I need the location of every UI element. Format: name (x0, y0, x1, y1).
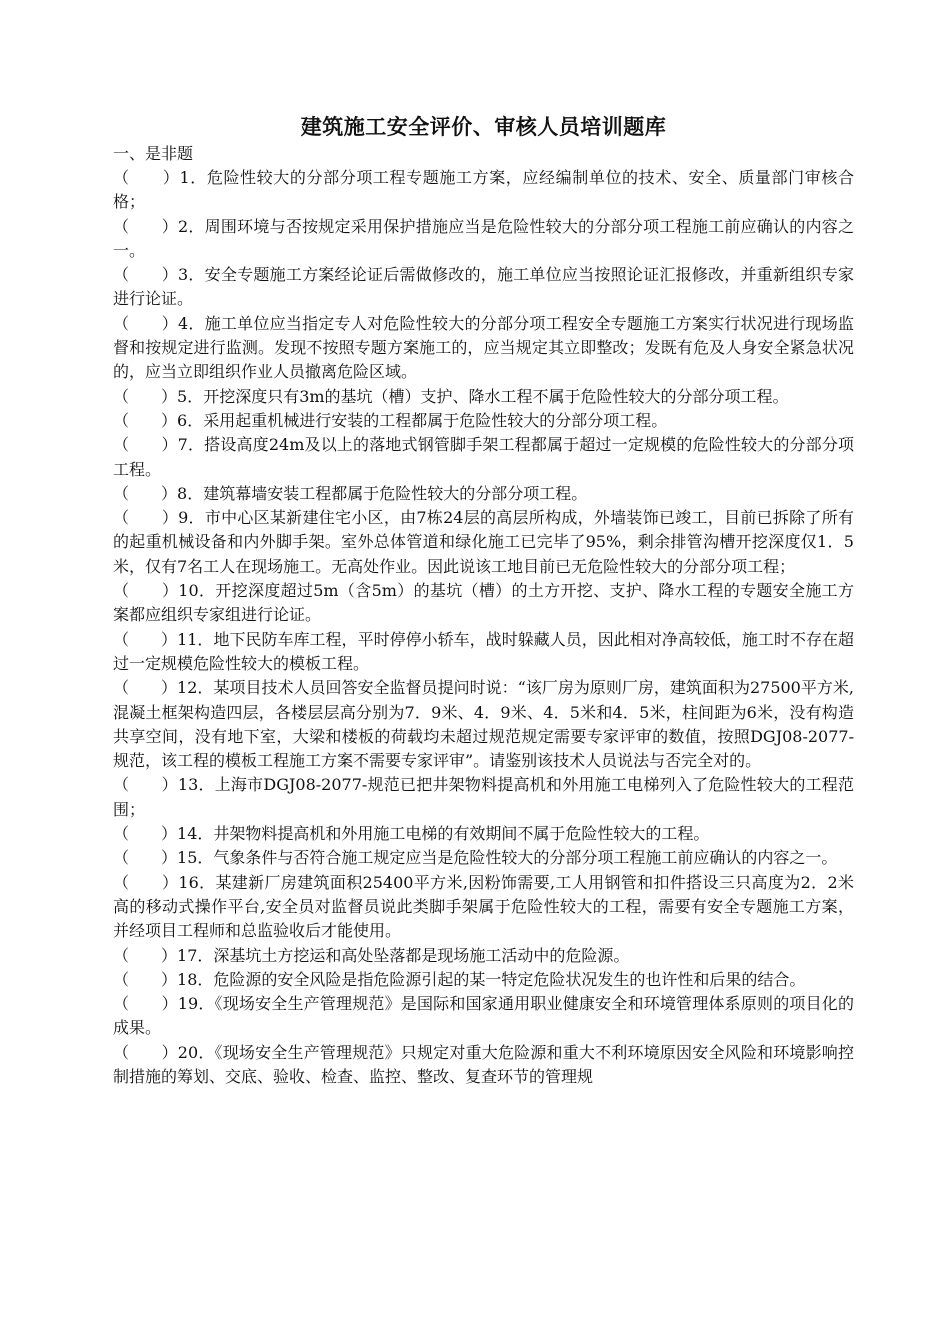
question-text: 4．施工单位应当指定专人对危险性较大的分部分项工程安全专题施工方案实行状况进行现场监督和按规定进行监测。发现不按照专题方案施工的，应当规定其立即整改；发既有危及人身安全紧急状况的，应当立即组织作业人员撤离危险区域。 (113, 313, 854, 382)
answer-blank: （ ） (113, 1042, 178, 1062)
question-item (113, 676, 854, 773)
answer-blank: （ ） (113, 872, 179, 892)
question-text: 3．安全专题施工方案经论证后需做修改的，施工单位应当按照论证汇报修改，并重新组织专家进行论证。 (113, 265, 854, 309)
question-text: 8．建筑幕墙安装工程都属于危险性较大的分部分项工程。 (177, 483, 588, 503)
question-item (113, 166, 854, 215)
question-item (113, 992, 854, 1041)
answer-blank: （ ） (113, 216, 178, 236)
question-text: 13．上海市DGJ08-2077-规范已把井架物料提高机和外用施工电梯列入了危险性较大的工程范围； (113, 775, 854, 819)
question-text: 16．某建新厂房建筑面积25400平方米,因粉饰需要,工人用钢管和扣件搭设三只高度为2．2米高的移动式操作平台,安全员对监督员说此类脚手架属于危险性较大的工程，需要有安全专题施工方案，并经项目工程师和总监验收后才能使用。 (113, 872, 854, 941)
question-item (113, 506, 854, 579)
question-item (113, 822, 854, 846)
question-text: 11．地下民防车库工程，平时停停小轿车，战时躲藏人员，因此相对净高较低，施工时不存在超过一定规模危险性较大的模板工程。 (113, 629, 854, 673)
question-item (113, 312, 854, 385)
answer-blank: （ ） (113, 969, 178, 989)
question-item (113, 968, 854, 992)
question-item (113, 215, 854, 264)
question-text: 18．危险源的安全风险是指危险源引起的某一特定危险状况发生的也许性和后果的结合。 (177, 969, 806, 989)
question-text: 10．开挖深度超过5m（含5m）的基坑（槽）的土方开挖、支护、降水工程的专题安全施工方案都应组织专家组进行论证。 (113, 581, 854, 625)
answer-blank: （ ） (113, 435, 178, 455)
question-text: 15．气象条件与否符合施工规定应当是危险性较大的分部分项工程施工前应确认的内容之一。 (177, 848, 838, 868)
answer-blank: （ ） (113, 824, 178, 844)
question-item (113, 1041, 854, 1090)
document-title: 建筑施工安全评价、审核人员培训题库 (300, 114, 667, 139)
answer-blank: （ ） (113, 265, 178, 285)
question-item (113, 579, 854, 628)
question-text: 20．《现场安全生产管理规范》只规定对重大危险源和重大不利环境原因安全风险和环境影响控制措施的筹划、交底、验收、检查、监控、整改、复查环节的管理规 (113, 1042, 854, 1086)
answer-blank: （ ） (113, 168, 180, 187)
answer-blank: （ ） (113, 678, 178, 698)
question-item (113, 871, 854, 944)
question-item (113, 263, 854, 312)
answer-blank: （ ） (113, 629, 178, 649)
question-item (113, 944, 854, 968)
question-text: 9．市中心区某新建住宅小区，由7栋24层的高层所构成，外墙装饰已竣工，目前已拆除了所有的起重机械设备和内外脚手架。室外总体管道和绿化施工已完毕了95%，剩余排管沟槽开挖深度仅1．5米，仅有7名工人在现场施工。无高处作业。因此说该工地目前已无危险性较大的分部分项工程； (113, 508, 854, 576)
question-list (113, 166, 854, 1089)
question-text: 17．深基坑土方挖运和高处坠落都是现场施工活动中的危险源。 (177, 945, 630, 965)
question-text: 6．采用起重机械进行安装的工程都属于危险性较大的分部分项工程。 (177, 410, 668, 430)
section-title: 一、是非题 (113, 144, 194, 163)
answer-blank: （ ） (113, 386, 178, 406)
question-text: 7．搭设高度24m及以上的落地式钢管脚手架工程都属于超过一定规模的危险性较大的分部分项工程。 (113, 435, 854, 479)
answer-blank: （ ） (113, 410, 178, 430)
question-text: 5．开挖深度只有3m的基坑（槽）支护、降水工程不属于危险性较大的分部分项工程。 (177, 386, 789, 406)
question-item (113, 433, 854, 482)
answer-blank: （ ） (113, 483, 178, 503)
answer-blank: （ ） (113, 508, 179, 528)
answer-blank: （ ） (113, 581, 179, 601)
question-item (113, 482, 854, 506)
question-text: 12．某项目技术人员回答安全监督员提问时说：“该厂房为原则厂房，建筑面积为27500平方米,混凝土框架构造四层，各楼层层高分别为7．9米、4．9米、4．5米和4．5米，柱间距为6米，没有构造共享空间，没有地下室，大梁和楼板的荷载均未超过规范规定需要专家评审的数值，按照DGJ08-2077-规范，该工程的模板工程施工方案不需要专家评审”。请鉴别该技术人员说法与否完全对的。 (113, 678, 854, 771)
question-item (113, 628, 854, 677)
answer-blank: （ ） (113, 945, 178, 965)
question-text: 2．周围环境与否按规定采用保护措施应当是危险性较大的分部分项工程施工前应确认的内容之一。 (113, 216, 854, 260)
answer-blank: （ ） (113, 848, 178, 868)
question-text: 14．井架物料提高机和外用施工电梯的有效期间不属于危险性较大的工程。 (177, 824, 710, 844)
answer-blank: （ ） (113, 313, 178, 333)
question-item (113, 846, 854, 870)
question-item (113, 385, 854, 409)
question-text: 1．危险性较大的分部分项工程专题施工方案，应经编制单位的技术、安全、质量部门审核合格； (113, 168, 854, 212)
question-item (113, 773, 854, 822)
question-item (113, 409, 854, 433)
answer-blank: （ ） (113, 775, 178, 795)
answer-blank: （ ） (113, 994, 178, 1014)
question-text: 19．《现场安全生产管理规范》是国际和国家通用职业健康安全和环境管理体系原则的项目化的成果。 (113, 994, 854, 1038)
